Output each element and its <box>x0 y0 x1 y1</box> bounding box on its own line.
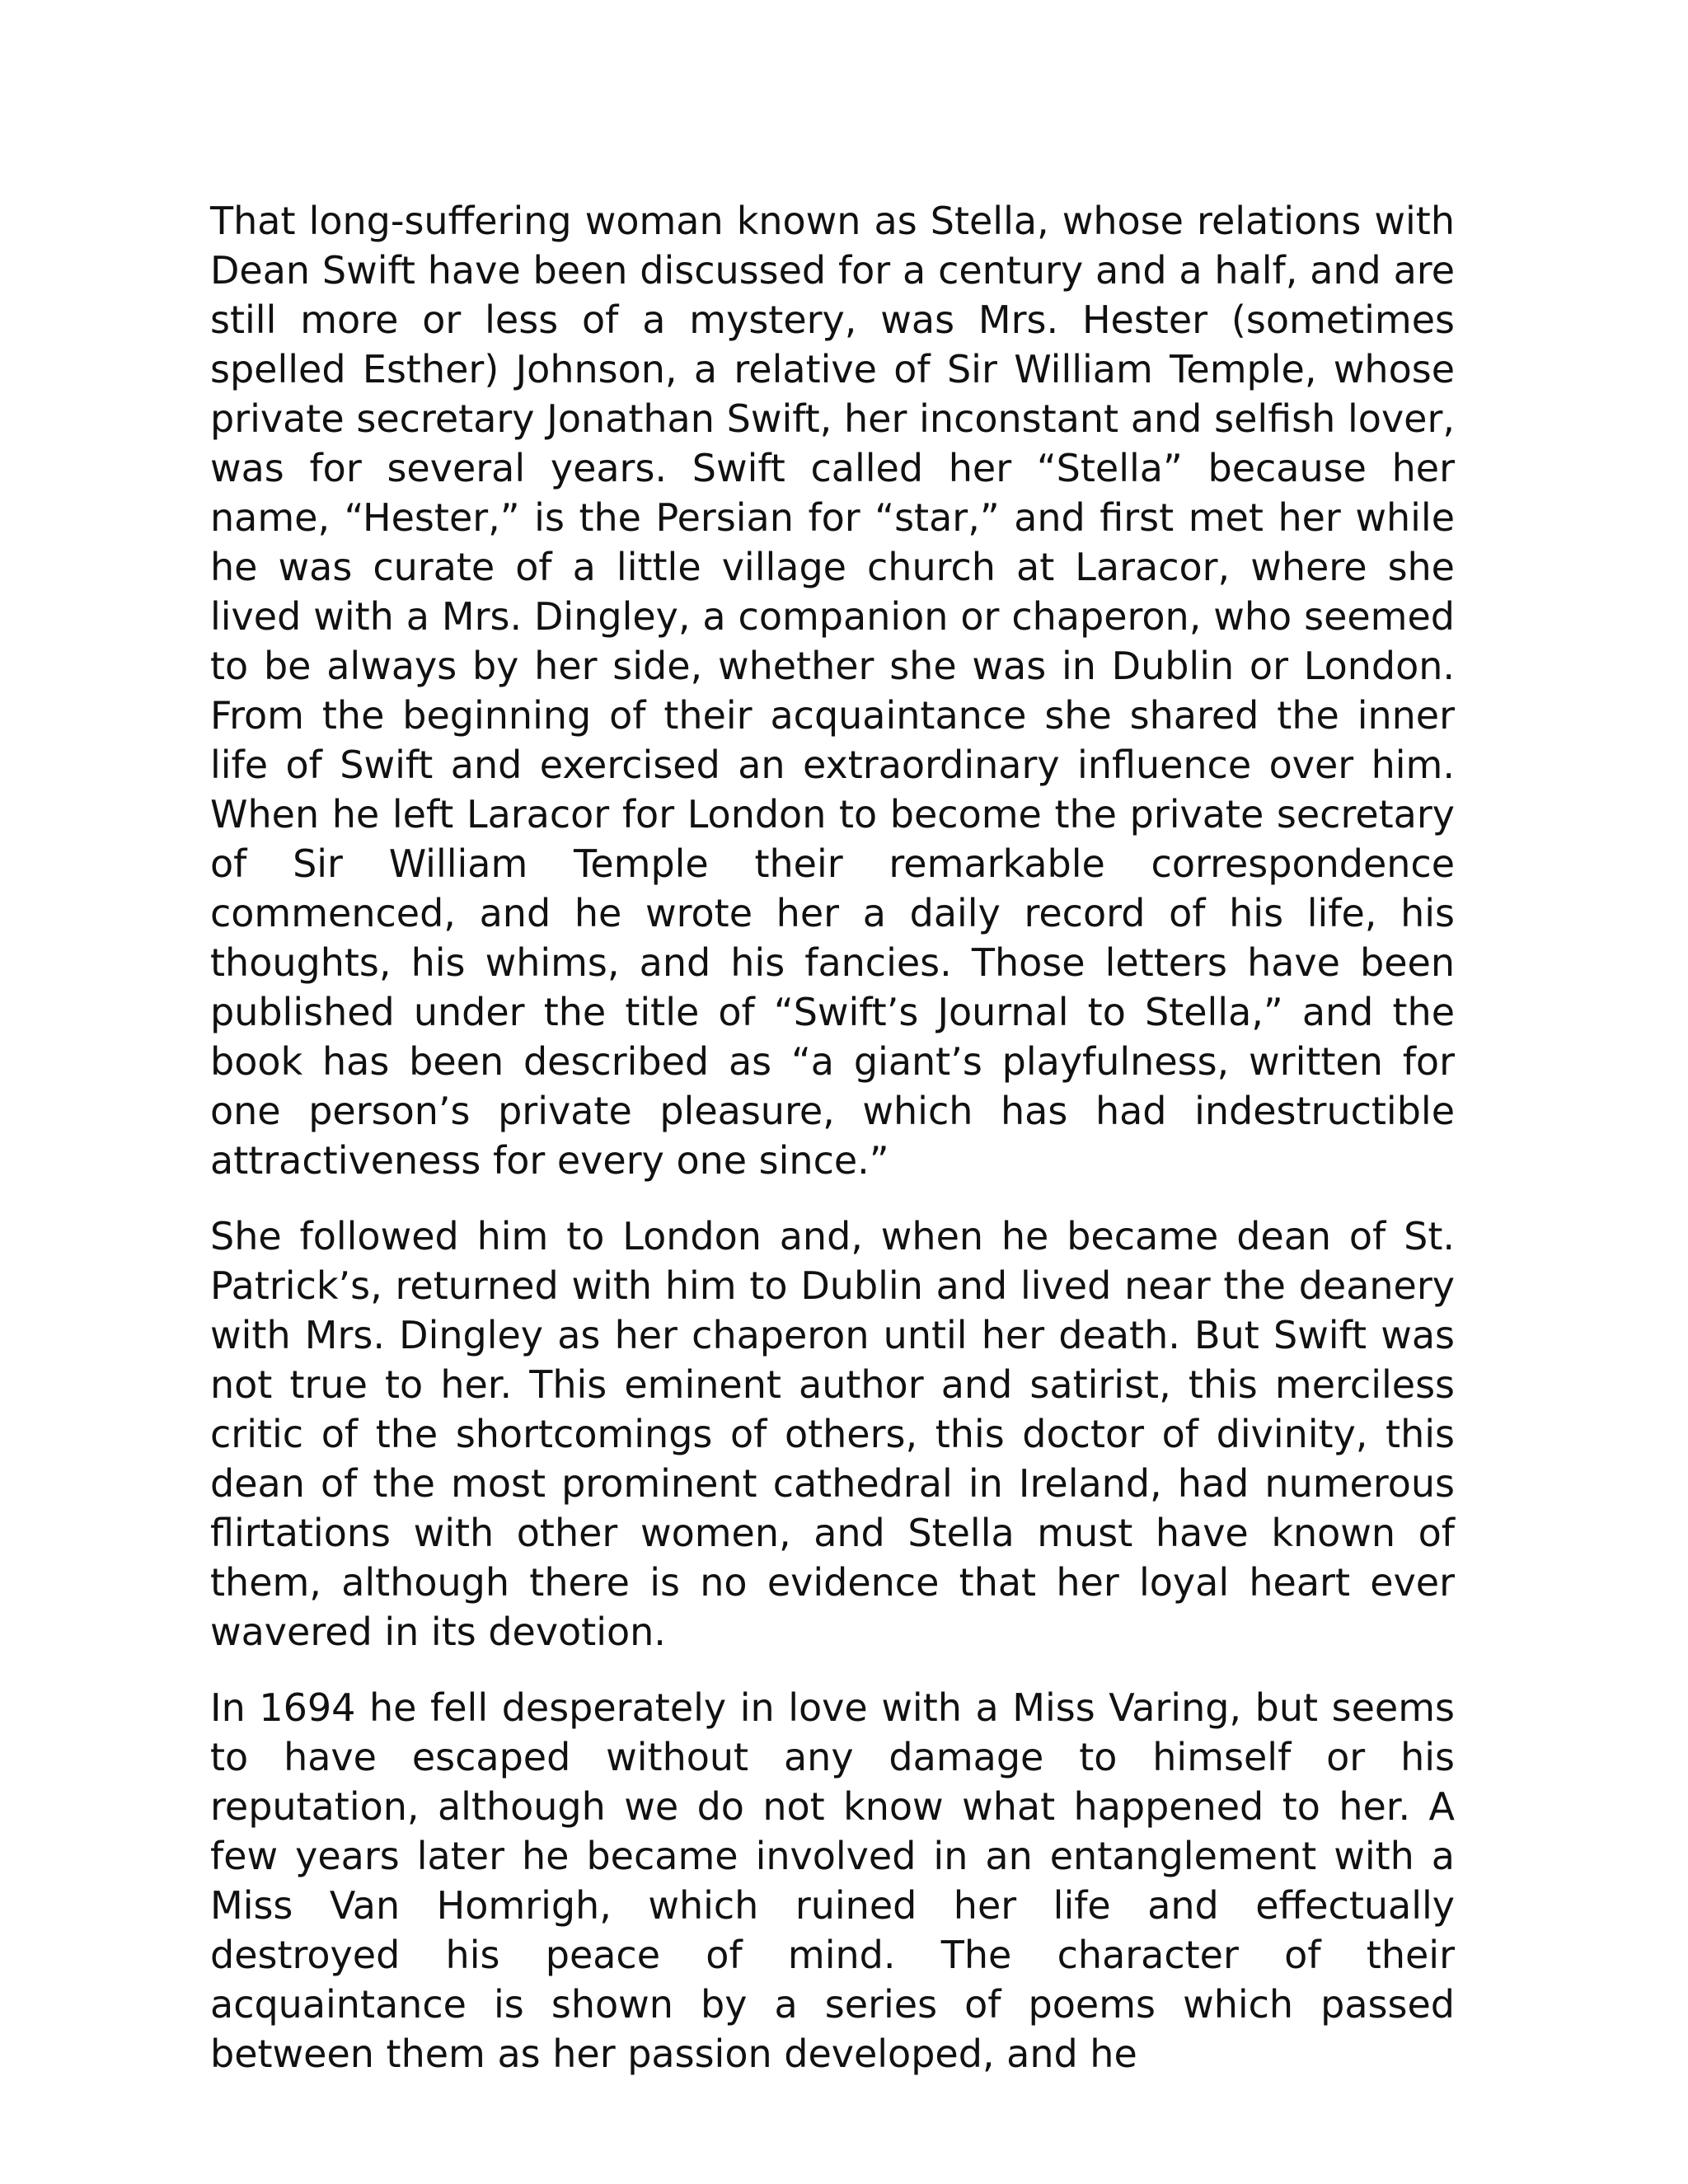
paragraph-1: That long-suffering woman known as Stella, whose relations with Dean Swift have been discussed for a century and a half, and are still more or less of a mystery, was Mrs. Hester (sometimes spelled Esther) Johnson, a relative of Sir William Temple, whose private secretary Jonathan Swift, her inconstant and selfish lover, was for several years. Swift called her “Stella” because her name, “Hester,” is the Persian for “star,” and first met her while he was curate of a little village church at Laracor, where she lived with a Mrs. Dingley, a companion or chaperon, who seemed to be always by her side, whether she was in Dublin or London. From the beginning of their acquaintance she shared the inner life of Swift and exercised an extraordinary influence over him. When he left Laracor for London to become the private secretary of Sir William Temple their remarkable correspondence commenced, and he wrote her a daily record of his life, his thoughts, his whims, and his fancies. Those letters have been published under the title of “Swift’s Journal to Stella,” and the book has been described as “a giant’s playfulness, written for one person’s private pleasure, which has had indestructible attractiveness for every one since.” <box>210 199 1455 1183</box>
paragraph-2: She followed him to London and, when he became dean of St. Patrick’s, returned with him to Dublin and lived near the deanery with Mrs. Dingley as her chaperon until her death. But Swift was not true to her. This eminent author and satirist, this merciless critic of the shortcomings of others, this doctor of divinity, this dean of the most prominent cathedral in Ireland, had numerous flirtations with other women, and Stella must have known of them, although there is no evidence that her loyal heart ever wavered in its devotion. <box>210 1214 1455 1654</box>
paragraph-3: In 1694 he fell desperately in love with a Miss Varing, but seems to have escaped without any damage to himself or his reputation, although we do not know what happened to her. A few years later he became involved in an entanglement with a Miss Van Homrigh, which ruined her life and effectually destroyed his peace of mind. The character of their acquaintance is shown by a series of poems which passed between them as her passion developed, and he <box>210 1685 1455 2076</box>
document-page <box>210 196 1455 2105</box>
